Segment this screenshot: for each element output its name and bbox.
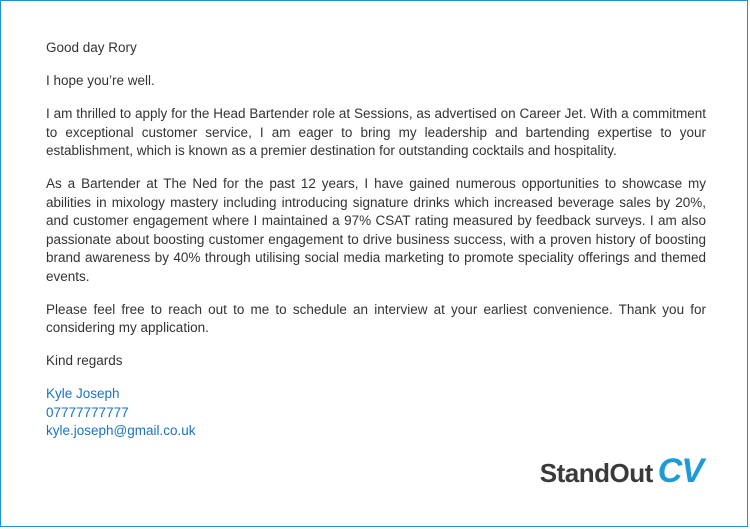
logo-word: StandOut: [539, 458, 653, 488]
paragraph-closing: Please feel free to reach out to me to schedule an interview at your earliest convenience. Thank you for considering my application.: [46, 301, 706, 335]
standout-cv-logo: [540, 452, 703, 492]
letter-body: [46, 39, 706, 441]
signature-phone: 07777777777: [46, 404, 129, 420]
signature-email: kyle.joseph@gmail.co.uk: [46, 423, 196, 438]
signoff: Kind regards: [46, 353, 123, 368]
signature-name: Kyle Joseph: [46, 386, 120, 401]
opening-line: I hope you’re well.: [46, 73, 155, 88]
paragraph-experience: As a Bartender at The Ned for the past 12 years, I have gained numerous opportunities to showcase my abilities in mixology mastery including introducing signature drinks which increased beverage sales by 20%, and customer engagement where I maintained a 97% CSAT rating measured by feedback surveys. I am also passionate about boosting customer engagement to drive business success, with a proven history of boosting brand awareness by 40% through utilising social media marketing to promote speciality offerings and themed events.: [46, 176, 706, 284]
logo-cv: CV: [657, 452, 703, 490]
paragraph-intro: I am thrilled to apply for the Head Bartender role at Sessions, as advertised on Career Jet. With a commitment to exceptional customer service, I am eager to bring my leadership and bartending expertise to your establishment, which is known as a premier destination for outstanding cocktails and hospitality.: [46, 106, 706, 158]
signature-block: [46, 385, 706, 441]
greeting: Good day Rory: [46, 40, 137, 55]
